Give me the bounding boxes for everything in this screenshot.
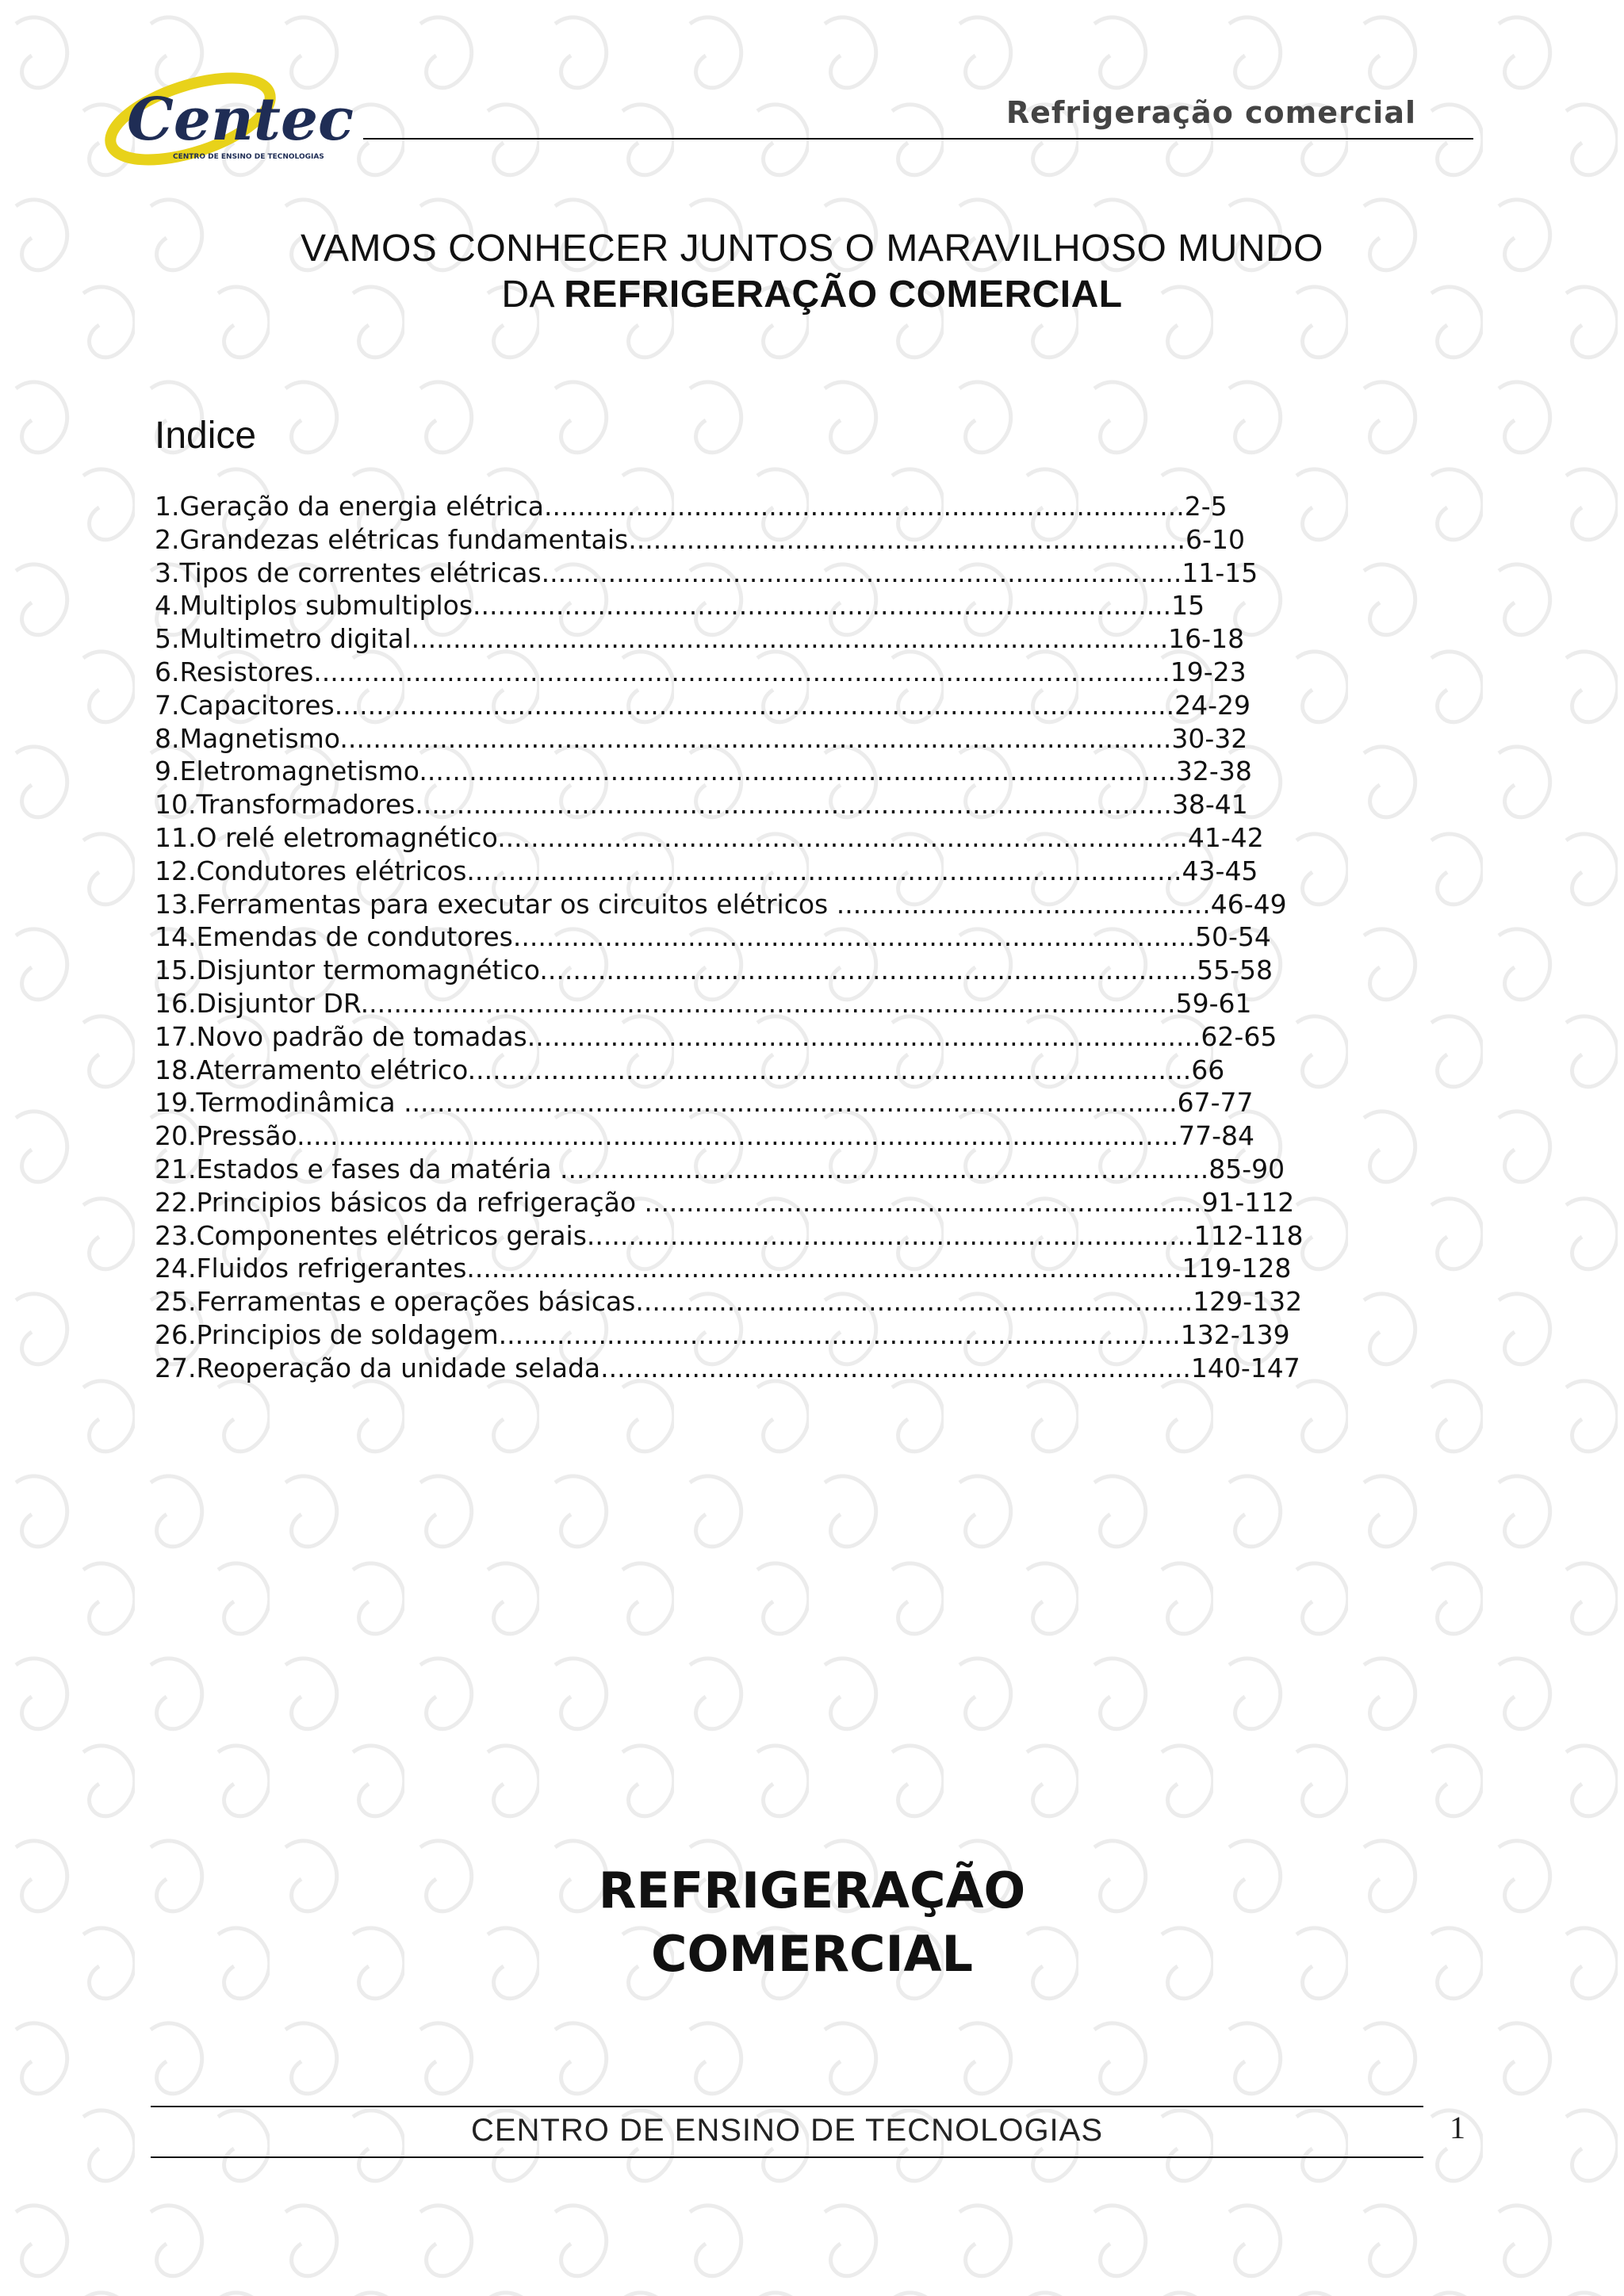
toc-item: 16.Disjuntor DR..................................................................................................59-61 bbox=[155, 987, 1252, 1019]
header-title: Refrigeração comercial bbox=[1005, 95, 1416, 130]
intro-heading bbox=[0, 226, 1624, 318]
toc-item: 11.O relé eletromagnético...................................................................................41-42 bbox=[155, 821, 1264, 853]
toc-item: 8.Magnetismo....................................................................................................30-32 bbox=[155, 722, 1248, 754]
toc-item: 3.Tipos de correntes elétricas.............................................................................11-15 bbox=[155, 557, 1258, 588]
intro-line-2-prefix: DA bbox=[501, 274, 565, 316]
toc-item: 5.Multimetro digital...........................................................................................16-18 bbox=[155, 623, 1245, 655]
footer-divider-bottom bbox=[151, 2156, 1423, 2158]
toc-item: 10.Transformadores...........................................................................................38-41 bbox=[155, 789, 1248, 821]
centec-logo bbox=[95, 70, 357, 177]
toc-item: 21.Estados e fases da matéria ..............................................................................85-90 bbox=[155, 1153, 1285, 1184]
section-title-line-1: REFRIGERAÇÃO bbox=[598, 1862, 1026, 1919]
header-divider bbox=[363, 138, 1473, 140]
toc-item: 27.Reoperação da unidade selada.......................................................................140-147 bbox=[155, 1352, 1300, 1383]
toc-item: 6.Resistores.......................................................................................................19-23 bbox=[155, 656, 1247, 687]
toc-item: 1.Geração da energia elétrica.............................................................................2-5 bbox=[155, 491, 1228, 522]
toc-item: 18.Aterramento elétrico.......................................................................................66 bbox=[155, 1054, 1225, 1085]
toc-item: 24.Fluidos refrigerantes......................................................................................119-128 bbox=[155, 1253, 1292, 1284]
toc-item: 23.Componentes elétricos gerais.........................................................................112-118 bbox=[155, 1219, 1304, 1251]
toc-item: 7.Capacitores.....................................................................................................24-29 bbox=[155, 689, 1251, 721]
logo-wordmark: Centec bbox=[127, 86, 354, 154]
index-heading: Indice bbox=[155, 415, 257, 457]
section-title-line-2: COMERCIAL bbox=[650, 1925, 974, 1983]
intro-line-2-bold: REFRIGERAÇÃO COMERCIAL bbox=[564, 274, 1123, 316]
toc-item: 22.Principios básicos da refrigeração ...................................................................91-112 bbox=[155, 1186, 1295, 1218]
table-of-contents bbox=[155, 490, 1455, 1385]
toc-item: 15.Disjuntor termomagnético...............................................................................55-58 bbox=[155, 955, 1273, 986]
page-number: 1 bbox=[1450, 2110, 1465, 2145]
toc-item: 26.Principios de soldagem..................................................................................132-139 bbox=[155, 1318, 1290, 1350]
intro-line-2 bbox=[0, 272, 1624, 318]
toc-item: 4.Multiplos submultiplos....................................................................................15 bbox=[155, 590, 1205, 622]
footer-divider-top bbox=[151, 2106, 1423, 2107]
toc-item: 25.Ferramentas e operações básicas...................................................................129-132 bbox=[155, 1286, 1303, 1318]
footer-text: CENTRO DE ENSINO DE TECNOLOGIAS bbox=[470, 2113, 1104, 2148]
toc-item: 13.Ferramentas para executar os circuitos elétricos .............................................46-49 bbox=[155, 888, 1287, 920]
toc-item: 12.Condutores elétricos......................................................................................43-45 bbox=[155, 855, 1258, 886]
section-title bbox=[0, 1859, 1624, 1986]
toc-item: 14.Emendas de condutores..................................................................................50-54 bbox=[155, 921, 1271, 953]
toc-item: 9.Eletromagnetismo...........................................................................................32-38 bbox=[155, 756, 1252, 787]
toc-item: 20.Pressão..........................................................................................................77-84 bbox=[155, 1120, 1254, 1152]
toc-item: 17.Novo padrão de tomadas.................................................................................62-65 bbox=[155, 1020, 1277, 1052]
toc-item: 19.Termodinâmica .............................................................................................67-77 bbox=[155, 1087, 1254, 1119]
toc-item: 2.Grandezas elétricas fundamentais...................................................................6-10 bbox=[155, 523, 1245, 555]
logo-subtext: CENTRO DE ENSINO DE TECNOLOGIAS bbox=[173, 153, 324, 161]
intro-line-1: VAMOS CONHECER JUNTOS O MARAVILHOSO MUNDO bbox=[301, 228, 1323, 270]
